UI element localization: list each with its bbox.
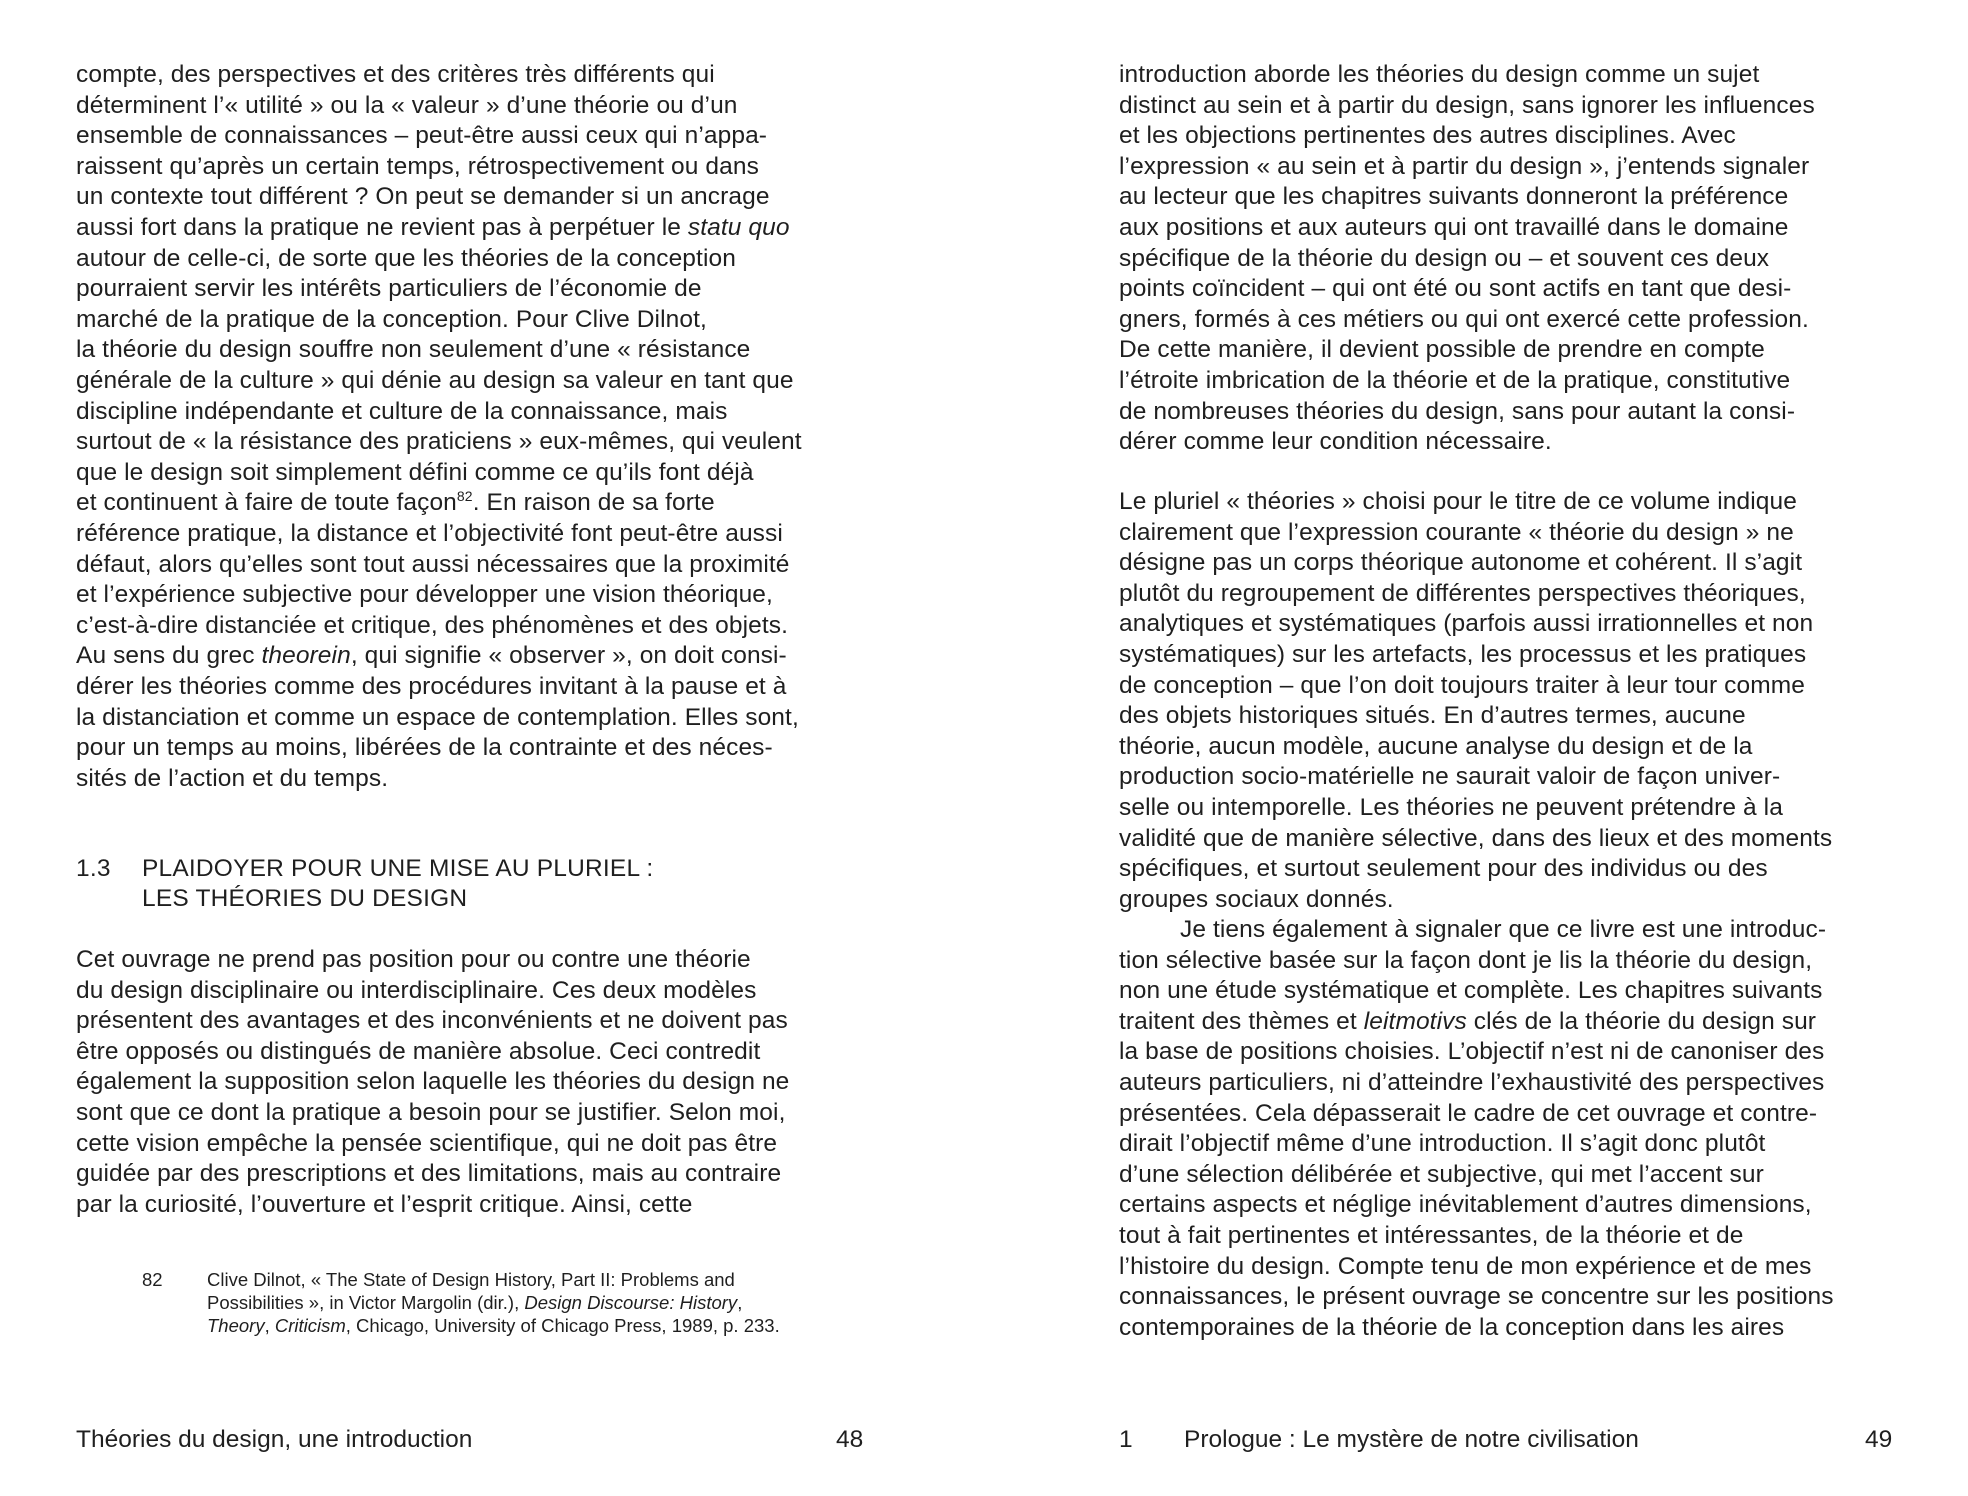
text-line: systématiques) sur les artefacts, les processus et les pratiques: [1119, 641, 1807, 668]
text-line: Le pluriel « théories » choisi pour le titre de ce volume indique: [1119, 488, 1797, 515]
text-line: par la curiosité, l’ouverture et l’esprit critique. Ainsi, cette: [76, 1190, 693, 1218]
text-line: la théorie du design souffre non seulement d’une « résistance: [76, 336, 751, 364]
text-line: discipline indépendante et culture de la connaissance, mais: [76, 397, 728, 425]
text-line: désigne pas un corps théorique autonome et cohérent. Il s’agit: [1119, 549, 1803, 577]
text-line: plutôt du regroupement de différentes perspectives théoriques,: [1119, 579, 1806, 607]
text-line: sont que ce dont la pratique a besoin pour se justifier. Selon moi,: [76, 1099, 786, 1126]
text-line: raissent qu’après un certain temps, rétrospectivement ou dans: [76, 152, 759, 180]
text-line: et les objections pertinentes des autres disciplines. Avec: [1119, 122, 1736, 150]
text-line: marché de la pratique de la conception. Pour Clive Dilnot,: [76, 305, 707, 333]
text-line: un contexte tout différent ? On peut se demander si un ancrage: [76, 183, 770, 211]
text-line: et continuent à faire de toute façon$^{82}$. En raison de sa forte: [76, 488, 715, 517]
text-line: présentées. Cela dépasserait le cadre de cet ouvrage et contre-: [1119, 1099, 1818, 1127]
footnote-line-2: Possibilities », in Victor Margolin (dir.), Design Discourse: History,: [207, 1292, 743, 1313]
running-chapter-title: Prologue : Le mystère de notre civilisation: [1184, 1426, 1639, 1453]
text-line: selle ou intemporelle. Les théories ne peuvent prétendre à la: [1119, 794, 1783, 821]
text-line: De cette manière, il devient possible de prendre en compte: [1119, 336, 1765, 364]
text-line: la base de positions choisies. L’objectif n’est ni de canoniser des: [1119, 1038, 1825, 1066]
text-line: et l’expérience subjective pour développer une vision théorique,: [76, 581, 773, 609]
text-line: aussi fort dans la pratique ne revient pas à perpétuer le statu quo: [76, 214, 790, 241]
section-number: 1.3: [76, 855, 111, 882]
text-line: également la supposition selon laquelle les théories du design ne: [76, 1068, 790, 1096]
page-number-right: 49: [1865, 1426, 1893, 1453]
text-line: d’une sélection délibérée et subjective, qui met l’accent sur: [1119, 1160, 1764, 1188]
running-chapter-number: 1: [1119, 1426, 1133, 1453]
text-line: guidée par des prescriptions et des limitations, mais au contraire: [76, 1160, 782, 1188]
text-line: gners, formés à ces métiers ou qui ont exercé cette profession.: [1119, 305, 1809, 333]
footnote-line-1: Clive Dilnot, « The State of Design History, Part II: Problems and: [207, 1269, 735, 1290]
text-line: aux positions et aux auteurs qui ont travaillé dans le domaine: [1119, 214, 1789, 241]
text-line: spécifiques, et surtout seulement pour des individus ou des: [1119, 855, 1768, 883]
running-book-title: Théories du design, une introduction: [76, 1426, 473, 1453]
text-line: dérer les théories comme des procédures invitant à la pause et à: [76, 673, 787, 700]
text-line: tout à fait pertinentes et intéressantes, de la théorie et de: [1119, 1222, 1744, 1249]
text-line: autour de celle-ci, de sorte que les théories de la conception: [76, 244, 736, 272]
text-line: points coïncident – qui ont été ou sont actifs en tant que desi-: [1119, 275, 1792, 303]
text-line: non une étude systématique et complète. Les chapitres suivants: [1119, 977, 1823, 1005]
text-line: théorie, aucun modèle, aucune analyse du design et de la: [1119, 732, 1753, 760]
text-line: sités de l’action et du temps.: [76, 764, 389, 792]
text-line: compte, des perspectives et des critères très différents qui: [76, 61, 715, 88]
footnote-reference: 82: [456, 488, 473, 505]
text-line: générale de la culture » qui dénie au design sa valeur en tant que: [76, 367, 794, 394]
text-line: cette vision empêche la pensée scientifique, qui ne doit pas être: [76, 1129, 778, 1157]
page-number-left: 48: [836, 1426, 864, 1453]
text-line: spécifique de la théorie du design ou – et souvent ces deux: [1119, 244, 1770, 272]
text-line: l’expression « au sein et à partir du design », j’entends signaler: [1119, 152, 1810, 180]
text-line: introduction aborde les théories du design comme un sujet: [1119, 61, 1760, 88]
text-line: référence pratique, la distance et l’objectivité font peut-être aussi: [76, 520, 783, 547]
text-line: c’est-à-dire distanciée et critique, des phénomènes et des objets.: [76, 611, 789, 639]
text-line: surtout de « la résistance des praticiens » eux-mêmes, qui veulent: [76, 428, 802, 456]
text-line: groupes sociaux donnés.: [1119, 885, 1394, 913]
section-title-line-2: LES THÉORIES DU DESIGN: [142, 885, 468, 912]
text-line: présentent des avantages et des inconvénients et ne doivent pas: [76, 1007, 788, 1035]
text-line: certains aspects et néglige inévitablement d’autres dimensions,: [1119, 1191, 1812, 1219]
text-line: être opposés ou distingués de manière absolue. Ceci contredit: [76, 1037, 761, 1065]
text-line: de conception – que l’on doit toujours traiter à leur tour comme: [1119, 671, 1805, 699]
text-line: clairement que l’expression courante « théorie du design » ne: [1119, 518, 1794, 546]
text-line: pour un temps au moins, libérées de la contrainte et des néces-: [76, 734, 773, 762]
footnote-line-3: Theory, Criticism, Chicago, University of Chicago Press, 1989, p. 233.: [207, 1315, 780, 1336]
section-title-line-1: PLAIDOYER POUR UNE MISE AU PLURIEL :: [142, 855, 654, 882]
text-line: du design disciplinaire ou interdisciplinaire. Ces deux modèles: [76, 976, 757, 1004]
text-line: Cet ouvrage ne prend pas position pour ou contre une théorie: [76, 946, 751, 973]
text-line: analytiques et systématiques (parfois aussi irrationnelles et non: [1119, 610, 1814, 638]
right-page: [984, 0, 1968, 1496]
text-line: tion sélective basée sur la façon dont je lis la théorie du design,: [1119, 946, 1813, 974]
text-line: dérer comme leur condition nécessaire.: [1119, 428, 1552, 456]
text-line: que le design soit simplement défini comme ce qu’ils font déjà: [76, 458, 754, 486]
text-line: défaut, alors qu’elles sont tout aussi nécessaires que la proximité: [76, 550, 790, 578]
text-line: déterminent l’« utilité » ou la « valeur » d’une théorie ou d’un: [76, 91, 738, 119]
text-line: de nombreuses théories du design, sans pour autant la consi-: [1119, 397, 1796, 425]
text-line: l’histoire du design. Compte tenu de mon expérience et de mes: [1119, 1252, 1812, 1280]
text-line: production socio-matérielle ne saurait valoir de façon univer-: [1119, 763, 1781, 791]
text-line: des objets historiques situés. En d’autres termes, aucune: [1119, 702, 1746, 730]
text-line: connaissances, le présent ouvrage se concentre sur les positions: [1119, 1283, 1834, 1311]
text-line: dirait l’objectif même d’une introduction. Il s’agit donc plutôt: [1119, 1130, 1766, 1158]
text-line: auteurs particuliers, ni d’atteindre l’exhaustivité des perspectives: [1119, 1069, 1825, 1096]
text-line: ensemble de connaissances – peut-être aussi ceux qui n’appa-: [76, 122, 768, 150]
text-line: la distanciation et comme un espace de contemplation. Elles sont,: [76, 703, 799, 731]
text-line: traitent des thèmes et leitmotivs clés de la théorie du design sur: [1119, 1007, 1817, 1035]
text-line: au lecteur que les chapitres suivants donneront la préférence: [1119, 183, 1789, 211]
text-line: validité que de manière sélective, dans des lieux et des moments: [1119, 824, 1833, 852]
text-line: Je tiens également à signaler que ce livre est une introduc-: [1180, 916, 1827, 943]
text-line: pourraient servir les intérêts particuliers de l’économie de: [76, 275, 702, 303]
text-line: l’étroite imbrication de la théorie et de la pratique, constitutive: [1119, 367, 1791, 394]
text-line: distinct au sein et à partir du design, sans ignorer les influences: [1119, 91, 1815, 119]
text-line: contemporaines de la théorie de la conception dans les aires: [1119, 1313, 1785, 1341]
text-line: Au sens du grec theorein, qui signifie « observer », on doit consi-: [76, 642, 787, 670]
footnote-number: 82: [142, 1269, 163, 1290]
